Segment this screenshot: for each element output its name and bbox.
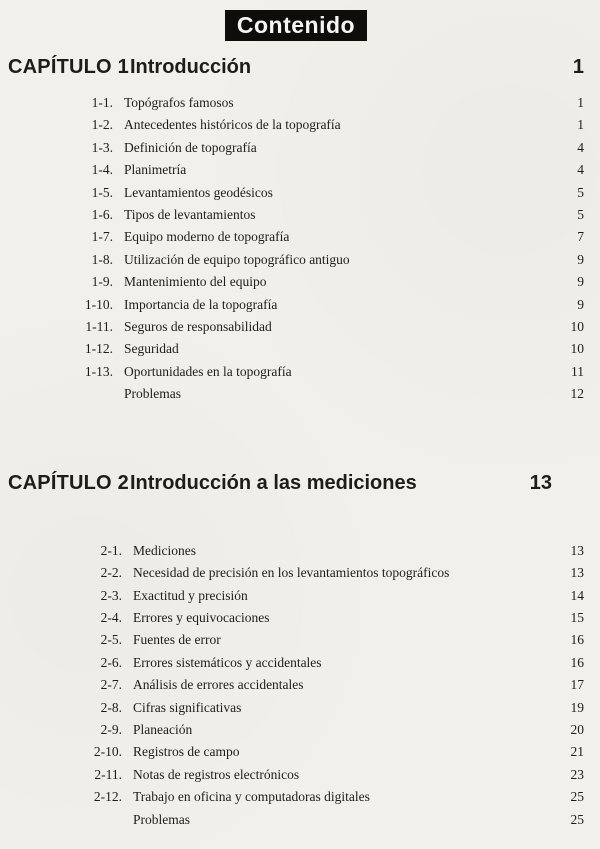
toc-row-page: 11 — [571, 363, 584, 379]
toc-row-number: 2-7. — [100, 677, 122, 693]
toc-row-page: 1 — [577, 117, 584, 133]
chapter-1-entries — [8, 92, 584, 406]
toc-row — [8, 540, 584, 562]
toc-row-page: 14 — [570, 587, 584, 603]
toc-row-title: Definición de topografía — [124, 139, 257, 155]
chapter-2-section — [8, 470, 584, 831]
toc-row — [8, 249, 584, 271]
toc-row-title: Necesidad de precisión en los levantamientos topográficos — [133, 565, 450, 581]
chapter-page-number: 1 — [572, 56, 584, 78]
chapter-1-section — [8, 54, 584, 406]
toc-row — [8, 338, 584, 360]
toc-row — [8, 719, 584, 741]
toc-row-title: Fuentes de error — [133, 632, 221, 648]
toc-row-title: Seguros de responsabilidad — [124, 319, 272, 335]
chapter-2-entries — [8, 540, 584, 831]
toc-row-page: 12 — [570, 386, 584, 402]
toc-row-number: 1-13. — [84, 363, 113, 379]
toc-row-title: Importancia de la topografía — [124, 296, 278, 312]
toc-row-page: 16 — [570, 632, 584, 648]
chapter-label: CAPÍTULO 1 — [8, 56, 129, 78]
toc-row-number: 1-11. — [85, 319, 113, 335]
toc-row-number: 2-2. — [100, 565, 122, 581]
toc-row-page: 5 — [577, 184, 584, 200]
toc-row-number: 2-3. — [100, 587, 122, 603]
toc-row-title: Mediciones — [133, 542, 196, 558]
chapter-page-number: 13 — [529, 471, 552, 494]
page-title: Contenido — [225, 10, 367, 41]
toc-row-number: 2-4. — [100, 609, 122, 625]
toc-row-number: 1-6. — [91, 207, 113, 223]
toc-row-page: 13 — [570, 542, 584, 558]
toc-row-number: 1-4. — [91, 162, 113, 178]
toc-row — [8, 585, 584, 607]
toc-row — [8, 271, 584, 293]
toc-row-number: 2-5. — [100, 632, 122, 648]
toc-row-page: 23 — [570, 766, 584, 782]
toc-row — [8, 294, 584, 316]
toc-row-page: 17 — [570, 677, 584, 693]
toc-row-title: Utilización de equipo topográfico antiguo — [124, 251, 350, 267]
toc-row — [8, 226, 584, 248]
toc-row-title: Exactitud y precisión — [133, 587, 248, 603]
toc-row — [8, 697, 584, 719]
toc-row-number: 2-9. — [100, 721, 122, 737]
toc-row-page: 9 — [577, 274, 584, 290]
toc-row-title: Errores sistemáticos y accidentales — [133, 654, 322, 670]
toc-row — [8, 316, 584, 338]
toc-row-number: 2-12. — [93, 789, 122, 805]
chapter-label: CAPÍTULO 2 — [8, 471, 129, 494]
toc-row-number: 2-11. — [94, 766, 122, 782]
toc-row — [8, 607, 584, 629]
toc-row-number: 1-1. — [91, 95, 113, 110]
toc-row-title: Planeación — [133, 721, 193, 737]
toc-row-page: 5 — [577, 207, 584, 223]
toc-row-page: 10 — [570, 319, 584, 335]
toc-row — [8, 764, 584, 786]
toc-row — [8, 652, 584, 674]
toc-row-title: Cifras significativas — [133, 699, 242, 715]
toc-row-title: Trabajo en oficina y computadoras digitales — [133, 789, 370, 805]
toc-row-number: 1-7. — [91, 229, 113, 245]
toc-row-page: 7 — [577, 229, 584, 245]
toc-row-page: 9 — [577, 296, 584, 312]
toc-row-number: 2-8. — [100, 699, 122, 715]
chapter-title: Introducción — [130, 56, 252, 78]
toc-row — [8, 92, 584, 114]
toc-row — [8, 741, 584, 763]
toc-row-number: 1-12. — [84, 341, 113, 357]
chapter-2-heading — [8, 470, 584, 496]
toc-row-page: 16 — [570, 654, 584, 670]
toc-row-title: Planimetría — [124, 162, 187, 178]
toc-row-page: 4 — [577, 162, 584, 178]
toc-row-title: Antecedentes históricos de la topografía — [124, 117, 341, 133]
toc-row-title: Problemas — [124, 386, 181, 402]
toc-row — [8, 182, 584, 204]
toc-row-number: 1-3. — [91, 139, 113, 155]
toc-row-page: 4 — [577, 139, 584, 155]
toc-row-page: 21 — [570, 744, 584, 760]
toc-row — [8, 383, 584, 405]
toc-row — [8, 674, 584, 696]
toc-row-page: 25 — [570, 811, 584, 827]
toc-row-number: 1-5. — [91, 184, 113, 200]
toc-row-page: 10 — [570, 341, 584, 357]
toc-row — [8, 809, 584, 831]
toc-row-title: Mantenimiento del equipo — [124, 274, 267, 290]
toc-row-title: Errores y equivocaciones — [133, 609, 270, 625]
toc-row-number: 2-6. — [100, 654, 122, 670]
toc-row-number: 1-8. — [91, 251, 113, 267]
chapter-title: Introducción a las mediciones — [130, 471, 417, 494]
toc-row — [8, 137, 584, 159]
toc-row-title: Tipos de levantamientos — [124, 207, 256, 223]
toc-row — [8, 159, 584, 181]
toc-row-page: 20 — [570, 721, 584, 737]
toc-row-number: 2-1. — [100, 542, 122, 558]
toc-row-title: Registros de campo — [133, 744, 240, 760]
toc-title-container — [8, 10, 584, 41]
toc-row-number: 1-9. — [91, 274, 113, 290]
toc-row — [8, 114, 584, 136]
toc-row-title: Equipo moderno de topografía — [124, 229, 290, 245]
toc-row-number: 1-2. — [91, 117, 113, 133]
toc-row-title: Seguridad — [124, 341, 179, 357]
toc-row-page: 1 — [577, 95, 584, 110]
toc-row — [8, 786, 584, 808]
toc-row-title: Notas de registros electrónicos — [133, 766, 300, 782]
toc-row-page: 25 — [570, 789, 584, 805]
toc-row-number: 1-10. — [84, 296, 113, 312]
toc-row-title: Oportunidades en la topografía — [124, 363, 292, 379]
toc-row — [8, 562, 584, 584]
toc-row-title: Topógrafos famosos — [124, 95, 234, 110]
toc-row-page: 13 — [570, 565, 584, 581]
toc-row-number: 2-10. — [93, 744, 122, 760]
toc-row — [8, 361, 584, 383]
toc-row-page: 19 — [570, 699, 584, 715]
toc-row-page: 9 — [577, 251, 584, 267]
toc-row — [8, 629, 584, 651]
chapter-1-heading — [8, 54, 584, 80]
toc-row-title: Problemas — [133, 811, 190, 827]
toc-row-title: Análisis de errores accidentales — [133, 677, 304, 693]
toc-row-title: Levantamientos geodésicos — [124, 184, 273, 200]
toc-row-page: 15 — [570, 609, 584, 625]
toc-row — [8, 204, 584, 226]
